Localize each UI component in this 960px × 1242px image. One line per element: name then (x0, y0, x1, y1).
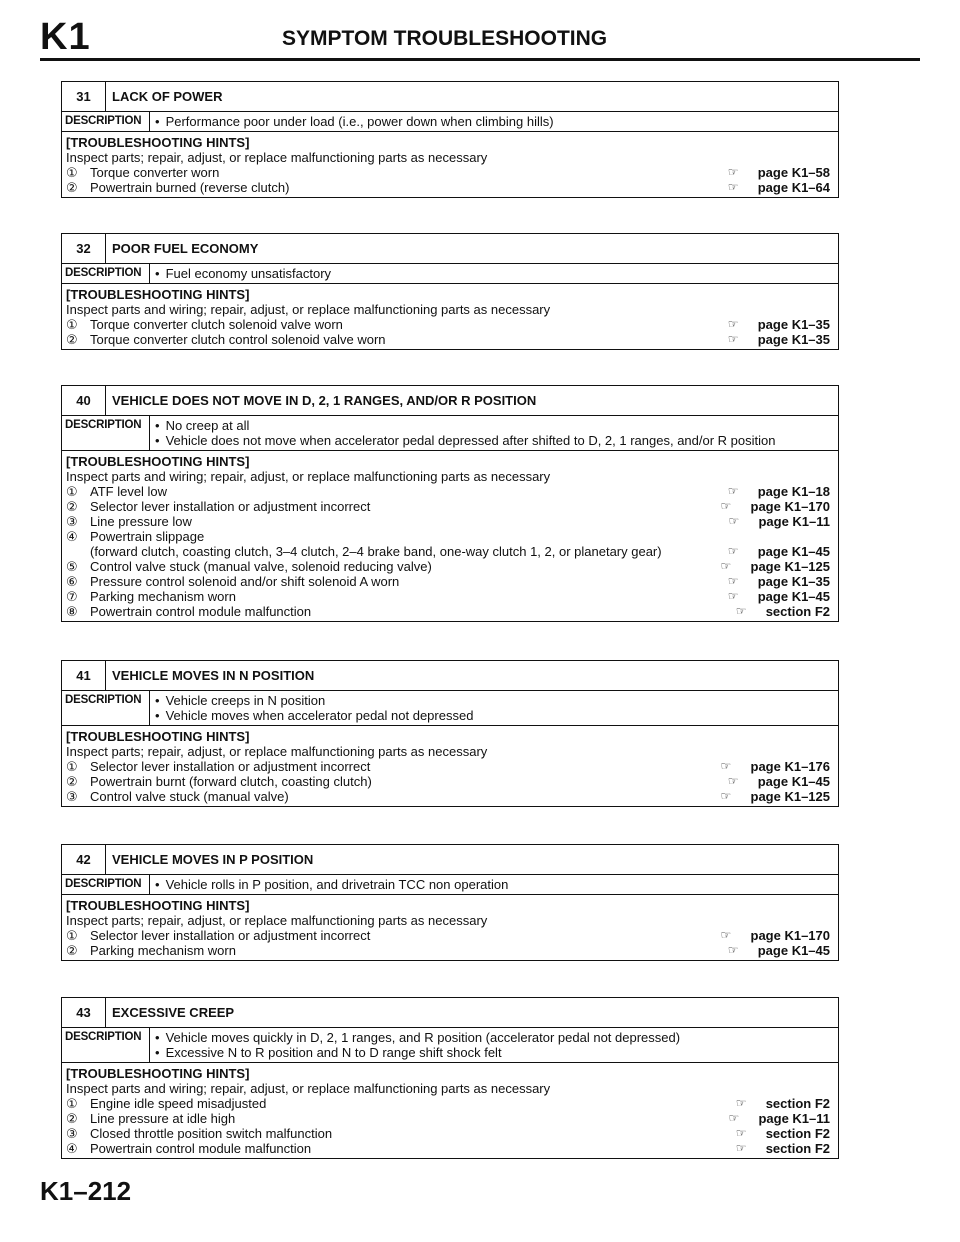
hint-index: ③ (66, 789, 78, 804)
pointing-hand-icon: ☞ (727, 943, 739, 957)
hint-item (66, 1141, 834, 1156)
description-row (62, 112, 838, 132)
hint-item-continuation (66, 544, 834, 559)
hint-left (66, 317, 343, 332)
hint-index: ① (66, 317, 78, 332)
hint-index: ② (66, 774, 78, 789)
hint-left (66, 529, 204, 544)
hint-item (66, 604, 834, 619)
hints-title: [TROUBLESHOOTING HINTS] (66, 898, 250, 913)
hint-reference-text: page K1–35 (757, 332, 830, 347)
symptom-title: VEHICLE DOES NOT MOVE IN D, 2, 1 RANGES, AND/OR R POSITION (112, 393, 537, 408)
hint-item (66, 1111, 834, 1126)
hints-intro: Inspect parts; repair, adjust, or replace malfunctioning parts as necessary (66, 150, 488, 165)
hint-reference (728, 514, 834, 529)
symptom-title-row (62, 386, 838, 416)
hint-reference (721, 928, 835, 943)
hint-left (66, 604, 311, 619)
hint-item (66, 589, 834, 604)
hint-reference-text: page K1–58 (757, 165, 830, 180)
hint-item (66, 484, 834, 499)
hint-reference-text: page K1–170 (750, 928, 830, 943)
hints-title: [TROUBLESHOOTING HINTS] (66, 1066, 250, 1081)
symptom-box-43 (61, 997, 839, 1159)
symptom-title: EXCESSIVE CREEP (112, 1005, 235, 1020)
hint-text: Powertrain control module malfunction (90, 1141, 312, 1156)
hint-text: Engine idle speed misadjusted (90, 1096, 267, 1111)
hints-title: [TROUBLESHOOTING HINTS] (66, 287, 250, 302)
hint-index: ⑧ (66, 604, 78, 619)
hint-index: ② (66, 1111, 78, 1126)
description-item: • Vehicle moves when accelerator pedal not depressed (155, 708, 838, 723)
hint-text: ATF level low (90, 484, 168, 499)
hint-index: ② (66, 332, 78, 347)
hint-index: ③ (66, 514, 78, 529)
hint-left (66, 165, 219, 180)
description-row (62, 691, 838, 726)
hint-left (66, 514, 192, 529)
hint-text: Pressure control solenoid and/or shift solenoid A worn (90, 574, 400, 589)
header-divider (40, 58, 920, 61)
hint-reference-text: page K1–18 (757, 484, 830, 499)
hint-item (66, 499, 834, 514)
hint-item (66, 332, 834, 347)
hint-item (66, 180, 834, 195)
hints-intro: Inspect parts and wiring; repair, adjust, or replace malfunctioning parts as necessary (66, 302, 551, 317)
pointing-hand-icon: ☞ (735, 604, 747, 618)
description-item: • Excessive N to R position and N to D range shift shock felt (155, 1045, 838, 1060)
hint-reference-text: section F2 (765, 1126, 830, 1141)
hint-text: Torque converter clutch control solenoid valve worn (90, 332, 386, 347)
hint-left (66, 332, 386, 347)
hint-reference (728, 332, 834, 347)
symptom-box-32 (61, 233, 839, 350)
hint-left (66, 789, 289, 804)
pointing-hand-icon: ☞ (727, 774, 739, 788)
hint-reference (736, 604, 834, 619)
troubleshooting-hints (62, 1063, 838, 1158)
hint-reference-text: section F2 (765, 1096, 830, 1111)
description-label: DESCRIPTION (62, 416, 150, 450)
symptom-box-31 (61, 81, 839, 198)
hint-left (66, 1096, 266, 1111)
hint-reference (728, 484, 834, 499)
hint-text: Powertrain burned (reverse clutch) (90, 180, 290, 195)
symptom-number: 32 (62, 234, 106, 263)
hint-text: Closed throttle position switch malfunction (90, 1126, 333, 1141)
hint-text: Control valve stuck (manual valve, solenoid reducing valve) (90, 559, 432, 574)
hint-index: ① (66, 1096, 78, 1111)
description-item: • Vehicle rolls in P position, and drivetrain TCC non operation (155, 877, 838, 892)
pointing-hand-icon: ☞ (735, 1126, 747, 1140)
hint-reference (728, 1111, 834, 1126)
hint-index: ① (66, 928, 78, 943)
symptom-title-row (62, 82, 838, 112)
pointing-hand-icon: ☞ (727, 484, 739, 498)
hint-item (66, 514, 834, 529)
hint-index: ⑥ (66, 574, 78, 589)
description-list (150, 416, 838, 450)
symptom-title-row (62, 234, 838, 264)
hint-continuation-text: (forward clutch, coasting clutch, 3–4 clutch, 2–4 brake band, one-way clutch 1, 2, or planetary gear) (90, 544, 662, 559)
symptom-title-row (62, 998, 838, 1028)
hint-index: ③ (66, 1126, 78, 1141)
hint-item (66, 1126, 834, 1141)
symptom-title: POOR FUEL ECONOMY (112, 241, 259, 256)
hint-reference-text: page K1–170 (750, 499, 830, 514)
symptom-number: 40 (62, 386, 106, 415)
symptom-box-41 (61, 660, 839, 807)
troubleshooting-hints (62, 726, 838, 806)
hint-reference (736, 1141, 834, 1156)
pointing-hand-icon: ☞ (727, 332, 739, 346)
hint-reference-text: page K1–64 (757, 180, 830, 195)
symptom-title: VEHICLE MOVES IN N POSITION (112, 668, 315, 683)
hint-item (66, 759, 834, 774)
pointing-hand-icon: ☞ (727, 180, 739, 194)
pointing-hand-icon: ☞ (727, 165, 739, 179)
hint-reference (728, 589, 834, 604)
troubleshooting-hints (62, 451, 838, 621)
hints-intro: Inspect parts; repair, adjust, or replace malfunctioning parts as necessary (66, 744, 488, 759)
hint-item (66, 574, 834, 589)
pointing-hand-icon: ☞ (728, 1111, 740, 1125)
hint-reference-text: page K1–11 (758, 1111, 830, 1126)
hint-text: Line pressure low (90, 514, 192, 529)
hints-intro: Inspect parts and wiring; repair, adjust, or replace malfunctioning parts as necessary (66, 469, 551, 484)
description-item: • Performance poor under load (i.e., power down when climbing hills) (155, 114, 838, 129)
hint-reference-text: page K1–45 (757, 943, 830, 958)
hint-item (66, 789, 834, 804)
hint-item (66, 928, 834, 943)
description-row (62, 416, 838, 451)
hint-reference-text: page K1–35 (757, 574, 830, 589)
hints-intro: Inspect parts and wiring; repair, adjust, or replace malfunctioning parts as necessary (66, 1081, 551, 1096)
troubleshooting-hints (62, 284, 838, 349)
hint-reference (728, 774, 834, 789)
description-item: • Vehicle does not move when accelerator pedal depressed after shifted to D, 2, 1 ranges, and/or R position (155, 433, 838, 448)
pointing-hand-icon: ☞ (720, 759, 732, 773)
hint-reference (728, 180, 834, 195)
hint-index: ⑦ (66, 589, 78, 604)
hint-left (66, 589, 236, 604)
hint-reference (728, 165, 834, 180)
description-item: • Vehicle creeps in N position (155, 693, 838, 708)
hint-index: ① (66, 165, 78, 180)
description-row (62, 875, 838, 895)
hint-left (66, 774, 372, 789)
pointing-hand-icon: ☞ (735, 1096, 747, 1110)
description-item: • Vehicle moves quickly in D, 2, 1 ranges, and R position (accelerator pedal not depressed) (155, 1030, 838, 1045)
description-label: DESCRIPTION (62, 691, 150, 725)
hint-text: Selector lever installation or adjustment incorrect (90, 759, 371, 774)
hint-reference (728, 574, 834, 589)
hint-left (66, 1111, 235, 1126)
symptom-number: 42 (62, 845, 106, 874)
pointing-hand-icon: ☞ (735, 1141, 747, 1155)
symptom-title: VEHICLE MOVES IN P POSITION (112, 852, 314, 867)
hint-text: Line pressure at idle high (90, 1111, 236, 1126)
hint-text: Control valve stuck (manual valve) (90, 789, 289, 804)
hint-reference-text: page K1–45 (757, 589, 830, 604)
pointing-hand-icon: ☞ (720, 789, 732, 803)
hint-reference-text: page K1–45 (757, 774, 830, 789)
hint-item (66, 529, 834, 544)
hint-reference (721, 759, 835, 774)
symptom-number: 41 (62, 661, 106, 690)
pointing-hand-icon: ☞ (728, 514, 740, 528)
hint-text: Powertrain control module malfunction (90, 604, 312, 619)
symptom-box-42 (61, 844, 839, 961)
hint-reference-text: section F2 (765, 604, 830, 619)
hint-index: ② (66, 943, 78, 958)
section-code: K1 (40, 16, 91, 58)
pointing-hand-icon: ☞ (720, 928, 732, 942)
pointing-hand-icon: ☞ (720, 499, 732, 513)
description-list (150, 264, 838, 283)
hint-reference-text: section F2 (765, 1141, 830, 1156)
description-label: DESCRIPTION (62, 875, 150, 894)
description-row (62, 1028, 838, 1063)
hint-left (66, 559, 432, 574)
hint-index: ① (66, 759, 78, 774)
symptom-number: 31 (62, 82, 106, 111)
page-title: SYMPTOM TROUBLESHOOTING (282, 27, 608, 50)
hint-reference (736, 1126, 834, 1141)
pointing-hand-icon: ☞ (727, 574, 739, 588)
description-label: DESCRIPTION (62, 1028, 150, 1062)
hint-text: Selector lever installation or adjustment incorrect (90, 928, 371, 943)
hint-left (66, 1126, 332, 1141)
troubleshooting-hints (62, 895, 838, 960)
pointing-hand-icon: ☞ (727, 544, 739, 558)
hint-reference (728, 317, 834, 332)
hint-reference (721, 559, 835, 574)
hint-reference-text: page K1–176 (750, 759, 830, 774)
hint-left (66, 943, 236, 958)
description-list (150, 691, 838, 725)
hint-item (66, 1096, 834, 1111)
symptom-title: LACK OF POWER (112, 89, 223, 104)
hint-left (66, 180, 289, 195)
hints-title: [TROUBLESHOOTING HINTS] (66, 454, 250, 469)
description-item: • No creep at all (155, 418, 838, 433)
hint-index: ② (66, 180, 78, 195)
hint-item (66, 317, 834, 332)
hint-reference-text: page K1–35 (757, 317, 830, 332)
hint-text: Selector lever installation or adjustment incorrect (90, 499, 371, 514)
hint-reference-text: page K1–125 (750, 559, 830, 574)
hint-reference-text: page K1–45 (757, 544, 830, 559)
hint-text: Powertrain slippage (90, 529, 205, 544)
symptom-number: 43 (62, 998, 106, 1027)
page-header (40, 14, 920, 60)
hint-left (66, 499, 370, 514)
description-list (150, 112, 838, 131)
hint-item (66, 559, 834, 574)
hint-left (66, 1141, 311, 1156)
description-label: DESCRIPTION (62, 264, 150, 283)
hint-left (66, 574, 399, 589)
symptom-title-row (62, 661, 838, 691)
symptom-box-40 (61, 385, 839, 622)
hint-text: Parking mechanism worn (90, 589, 236, 604)
hint-reference-text: page K1–125 (750, 789, 830, 804)
hint-index: ④ (66, 529, 78, 544)
hint-index: ② (66, 499, 78, 514)
description-list (150, 1028, 838, 1062)
hints-title: [TROUBLESHOOTING HINTS] (66, 135, 250, 150)
hints-intro: Inspect parts; repair, adjust, or replace malfunctioning parts as necessary (66, 913, 488, 928)
page-number: K1–212 (40, 1176, 132, 1206)
hint-item (66, 774, 834, 789)
description-row (62, 264, 838, 284)
troubleshooting-hints (62, 132, 838, 197)
hint-left (66, 928, 370, 943)
symptom-title-row (62, 845, 838, 875)
hint-text: Torque converter worn (90, 165, 220, 180)
hint-left (66, 759, 370, 774)
hint-text: Powertrain burnt (forward clutch, coasting clutch) (90, 774, 372, 789)
hint-reference (728, 943, 834, 958)
hint-reference (736, 1096, 834, 1111)
hints-title: [TROUBLESHOOTING HINTS] (66, 729, 250, 744)
hint-reference (728, 544, 834, 559)
hint-text: Parking mechanism worn (90, 943, 236, 958)
hint-reference-text: page K1–11 (758, 514, 830, 529)
hint-text: Torque converter clutch solenoid valve worn (90, 317, 343, 332)
hint-item (66, 165, 834, 180)
pointing-hand-icon: ☞ (720, 559, 732, 573)
hint-reference (721, 499, 835, 514)
description-item: • Fuel economy unsatisfactory (155, 266, 838, 281)
hint-reference (721, 789, 835, 804)
description-list (150, 875, 838, 894)
hint-index: ⑤ (66, 559, 78, 574)
hint-item (66, 943, 834, 958)
pointing-hand-icon: ☞ (727, 317, 739, 331)
pointing-hand-icon: ☞ (727, 589, 739, 603)
hint-left (66, 484, 167, 499)
hint-index: ④ (66, 1141, 78, 1156)
description-label: DESCRIPTION (62, 112, 150, 131)
hint-index: ① (66, 484, 78, 499)
